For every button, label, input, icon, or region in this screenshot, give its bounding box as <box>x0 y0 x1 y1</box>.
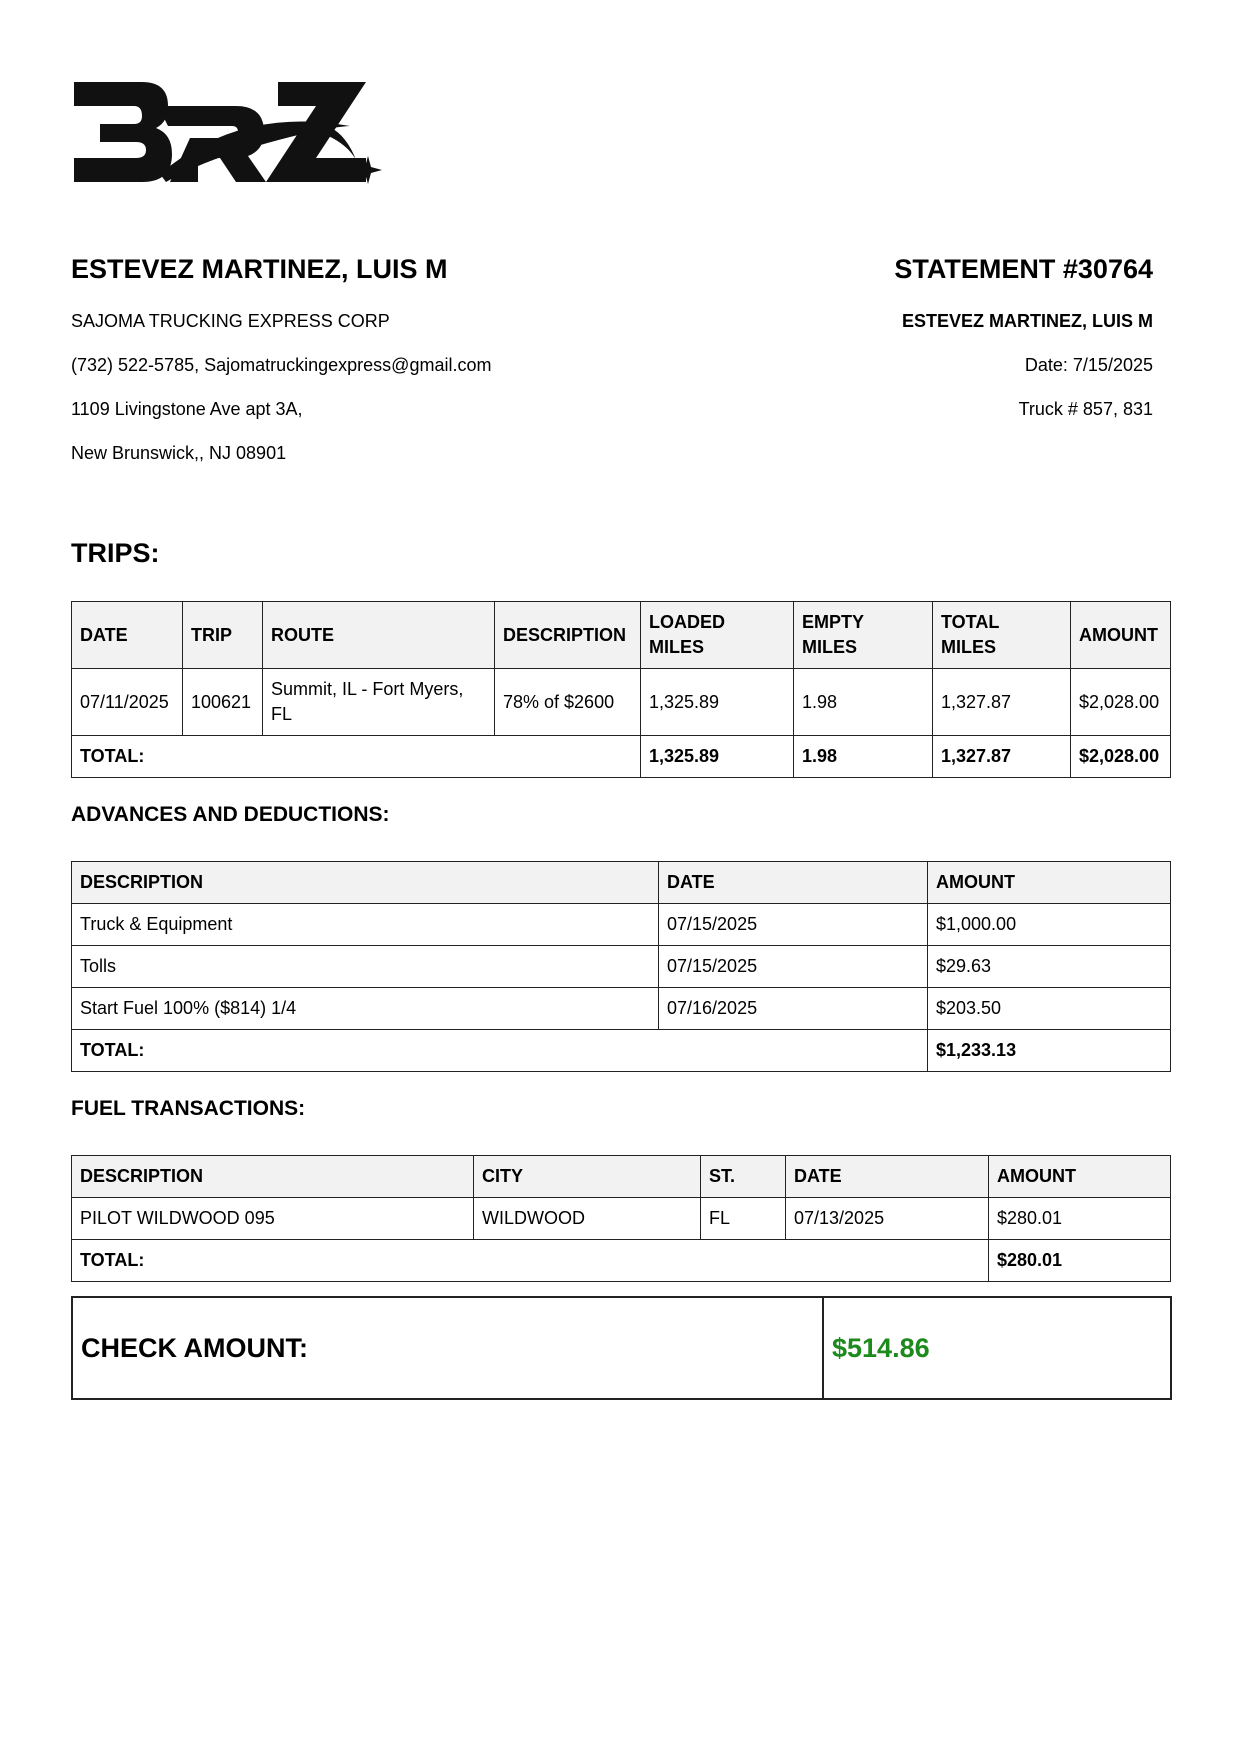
fuel-description: PILOT WILDWOOD 095 <box>72 1198 474 1240</box>
trips-total-amount: $2,028.00 <box>1071 736 1171 778</box>
deductions-header-row <box>72 862 1171 904</box>
trip-empty-miles: 1.98 <box>794 669 933 736</box>
address-line-2: New Brunswick,, NJ 08901 <box>71 443 287 463</box>
trip-loaded-miles: 1,325.89 <box>641 669 794 736</box>
deduction-date: 07/16/2025 <box>659 988 928 1030</box>
deduction-date: 07/15/2025 <box>659 946 928 988</box>
company-contact: (732) 522-5785, Sajomatruckingexpress@gmail.com <box>71 355 492 375</box>
trips-title: TRIPS: <box>71 538 160 568</box>
trip-description: 78% of $2600 <box>495 669 641 736</box>
fuel-amount: $280.01 <box>989 1198 1171 1240</box>
trips-total-row <box>72 736 1171 778</box>
col-date: DATE <box>72 602 183 669</box>
deduction-amount: $1,000.00 <box>928 904 1171 946</box>
check-amount-label: CHECK AMOUNT: <box>72 1297 823 1399</box>
trips-total-loaded: 1,325.89 <box>641 736 794 778</box>
col-route: ROUTE <box>263 602 495 669</box>
driver-name: ESTEVEZ MARTINEZ, LUIS M <box>71 254 448 284</box>
col-description: DESCRIPTION <box>72 1156 474 1198</box>
deductions-total-amount: $1,233.13 <box>928 1030 1171 1072</box>
deductions-total-row <box>72 1030 1171 1072</box>
col-date: DATE <box>786 1156 989 1198</box>
fuel-total-label: TOTAL: <box>72 1240 989 1282</box>
col-date: DATE <box>659 862 928 904</box>
trips-table <box>71 601 1171 778</box>
check-amount-box <box>71 1296 1172 1400</box>
trip-number: 100621 <box>183 669 263 736</box>
fuel-title: FUEL TRANSACTIONS: <box>71 1097 306 1120</box>
trips-total-label: TOTAL: <box>72 736 641 778</box>
col-description: DESCRIPTION <box>72 862 659 904</box>
statement-title: STATEMENT #30764 <box>894 254 1153 284</box>
fuel-total-row <box>72 1240 1171 1282</box>
table-row <box>72 946 1171 988</box>
deductions-total-label: TOTAL: <box>72 1030 928 1072</box>
table-row <box>72 1198 1171 1240</box>
deduction-date: 07/15/2025 <box>659 904 928 946</box>
table-row <box>72 904 1171 946</box>
table-row <box>72 988 1171 1030</box>
check-amount-row <box>72 1297 1171 1399</box>
deduction-description: Truck & Equipment <box>72 904 659 946</box>
statement-name: ESTEVEZ MARTINEZ, LUIS M <box>901 311 1153 331</box>
fuel-date: 07/13/2025 <box>786 1198 989 1240</box>
trips-header-row <box>72 602 1171 669</box>
fuel-city: WILDWOOD <box>474 1198 701 1240</box>
trips-total-miles: 1,327.87 <box>933 736 1071 778</box>
brz-logo <box>70 78 390 196</box>
col-amount: AMOUNT <box>989 1156 1171 1198</box>
deductions-table <box>71 861 1171 1072</box>
statement-date: Date: 7/15/2025 <box>1024 355 1153 375</box>
deductions-title: ADVANCES AND DEDUCTIONS: <box>71 803 390 826</box>
col-description: DESCRIPTION <box>495 602 641 669</box>
company-name: SAJOMA TRUCKING EXPRESS CORP <box>71 311 390 331</box>
truck-numbers: Truck # 857, 831 <box>1018 399 1153 419</box>
trip-date: 07/11/2025 <box>72 669 183 736</box>
deduction-description: Tolls <box>72 946 659 988</box>
col-amount: AMOUNT <box>1071 602 1171 669</box>
fuel-state: FL <box>701 1198 786 1240</box>
check-amount-value: $514.86 <box>823 1297 1171 1399</box>
col-trip: TRIP <box>183 602 263 669</box>
col-state: ST. <box>701 1156 786 1198</box>
address-line-1: 1109 Livingstone Ave apt 3A, <box>71 399 303 419</box>
trip-total-miles: 1,327.87 <box>933 669 1071 736</box>
table-row <box>72 669 1171 736</box>
col-amount: AMOUNT <box>928 862 1171 904</box>
deduction-amount: $29.63 <box>928 946 1171 988</box>
col-total-miles: TOTAL MILES <box>933 602 1071 669</box>
fuel-table <box>71 1155 1171 1282</box>
col-loaded-miles: LOADED MILES <box>641 602 794 669</box>
trip-route: Summit, IL - Fort Myers, FL <box>263 669 495 736</box>
fuel-header-row <box>72 1156 1171 1198</box>
trips-total-empty: 1.98 <box>794 736 933 778</box>
trip-amount: $2,028.00 <box>1071 669 1171 736</box>
col-empty-miles: EMPTY MILES <box>794 602 933 669</box>
deduction-amount: $203.50 <box>928 988 1171 1030</box>
fuel-total-amount: $280.01 <box>989 1240 1171 1282</box>
deduction-description: Start Fuel 100% ($814) 1/4 <box>72 988 659 1030</box>
col-city: CITY <box>474 1156 701 1198</box>
